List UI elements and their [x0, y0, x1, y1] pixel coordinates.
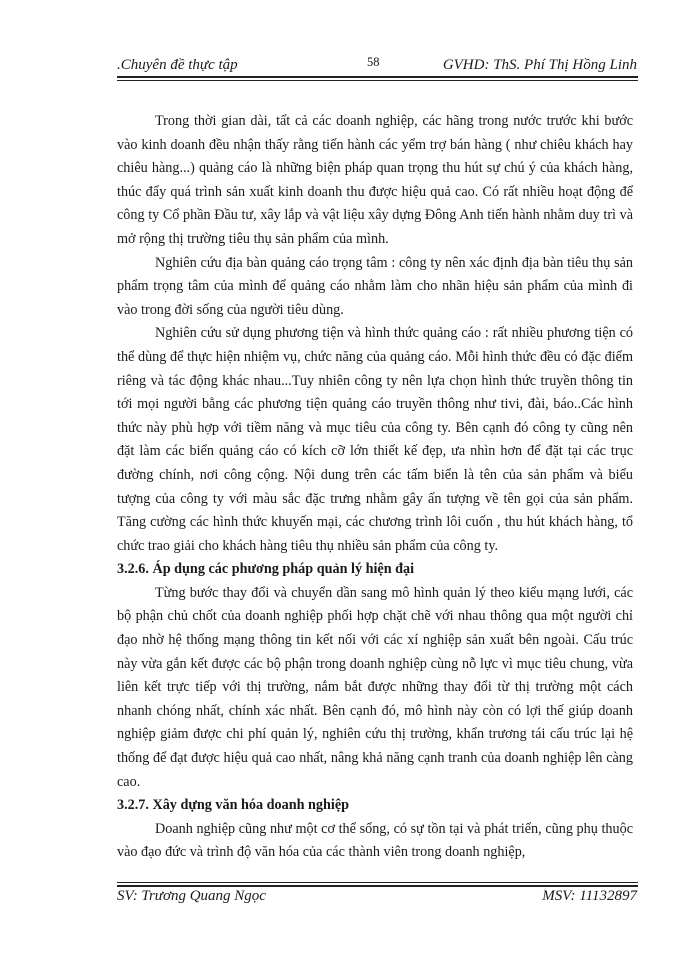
page-header: [117, 52, 637, 78]
header-supervisor: GVHD: ThS. Phí Thị Hồng Linh: [442, 57, 637, 73]
body-paragraph: Doanh nghiệp cũng như một cơ thể sống, có sự tồn tại và phát triển, cũng phụ thuộc vào đạo đức và trình độ văn hóa của các thành viên trong doanh nghiệp,: [117, 820, 633, 861]
body-paragraph: Trong thời gian dài, tất cả các doanh nghiệp, các hãng trong nước trước khi bước vào kinh doanh đều nhận thấy rằng tiến hành các yểm trợ bán hàng ( như chiêu khách hay chiêu hàng...) quảng cáo là những biện pháp quan trọng thu hút sự chú ý của khách hàng, thúc đẩy quá trình sản xuất kinh doanh thu được hiệu quả cao. Có rất nhiều hoạt động để công ty Cổ phần Đầu tư, xây lắp và vật liệu xây dựng Đông Anh tiến hành nhằm duy trì và mở rộng thị trường tiêu thụ sản phẩm của mình.: [117, 113, 633, 247]
header-report-title: .Chuyên đề thực tập: [117, 57, 238, 73]
document-body: [117, 110, 633, 865]
section-heading-3-2-6: 3.2.6. Áp dụng các phương pháp quản lý hiện đại: [117, 561, 415, 578]
header-divider: [117, 76, 638, 81]
section-heading-3-2-7: 3.2.7. Xây dựng văn hóa doanh nghiệp: [117, 797, 350, 814]
page-number: 58: [367, 55, 380, 69]
body-paragraph: Nghiên cứu sử dụng phương tiện và hình thức quảng cáo : rất nhiều phương tiện có thể dùng để thực hiện nhiệm vụ, chức năng của quảng cáo. Mỗi hình thức đều có đặc điểm riêng và tác động khác nhau...Tuy nhiên công ty nên lựa chọn hình thức truyền thông tin tới mọi người bằng các phương tiện quảng cáo truyền thông như tivi, đài, báo..Các hình thức này phù hợp với tiềm năng và mục tiêu của công ty. Bên cạnh đó công ty cũng nên đặt làm các biển quảng cáo có kích cỡ lớn thiết kế đẹp, ưa nhìn hơn để đặt tại các trục đường chính, nơi công cộng. Nội dung trên các tấm biển là tên của sản phẩm và biểu tượng của công ty với màu sắc đặc trưng nhằm gây ấn tượng về tên gọi của sản phẩm. Tăng cường các hình thức khuyến mại, các chương trình lôi cuốn , thu hút khách hàng, tổ chức trao giải cho khách hàng tiêu thụ nhiều sản phẩm của công ty.: [117, 325, 633, 554]
footer-student-name: SV: Trương Quang Ngọc: [117, 888, 266, 904]
footer-student-id: MSV: 11132897: [542, 888, 637, 904]
footer-divider: [117, 882, 638, 887]
body-paragraph: Nghiên cứu địa bàn quảng cáo trọng tâm : công ty nên xác định địa bàn tiêu thụ sản phẩm trọng tâm của mình để quảng cáo nhằm làm cho nhãn hiệu sản phẩm của mình đi vào trong đời sống của người tiêu dùng.: [117, 254, 633, 318]
body-paragraph: Từng bước thay đổi và chuyển dần sang mô hình quản lý theo kiểu mạng lưới, các bộ phận chủ chốt của doanh nghiệp phối hợp chặt chẽ với nhau thông qua một người chỉ đạo nhờ hệ thống mạng thông tin kết nối với các xí nghiệp sản xuất bên ngoài. Cấu trúc này vừa gắn kết được các bộ phận trong doanh nghiệp cùng nỗ lực vì mục tiêu chung, vừa liên kết trực tiếp với thị trường, nắm bắt được những thay đổi từ thị trường một cách nhanh chóng nhất, chính xác nhất. Bên cạnh đó, mô hình này còn có lợi thế giúp doanh nghiệp giảm được chi phí quản lý, nghiên cứu thị trường, khẩn trương tái cấu trúc lại hệ thống để đạt được hiệu quả cao nhất, nâng khả năng cạnh tranh của doanh nghiệp lên càng cao.: [117, 584, 633, 790]
